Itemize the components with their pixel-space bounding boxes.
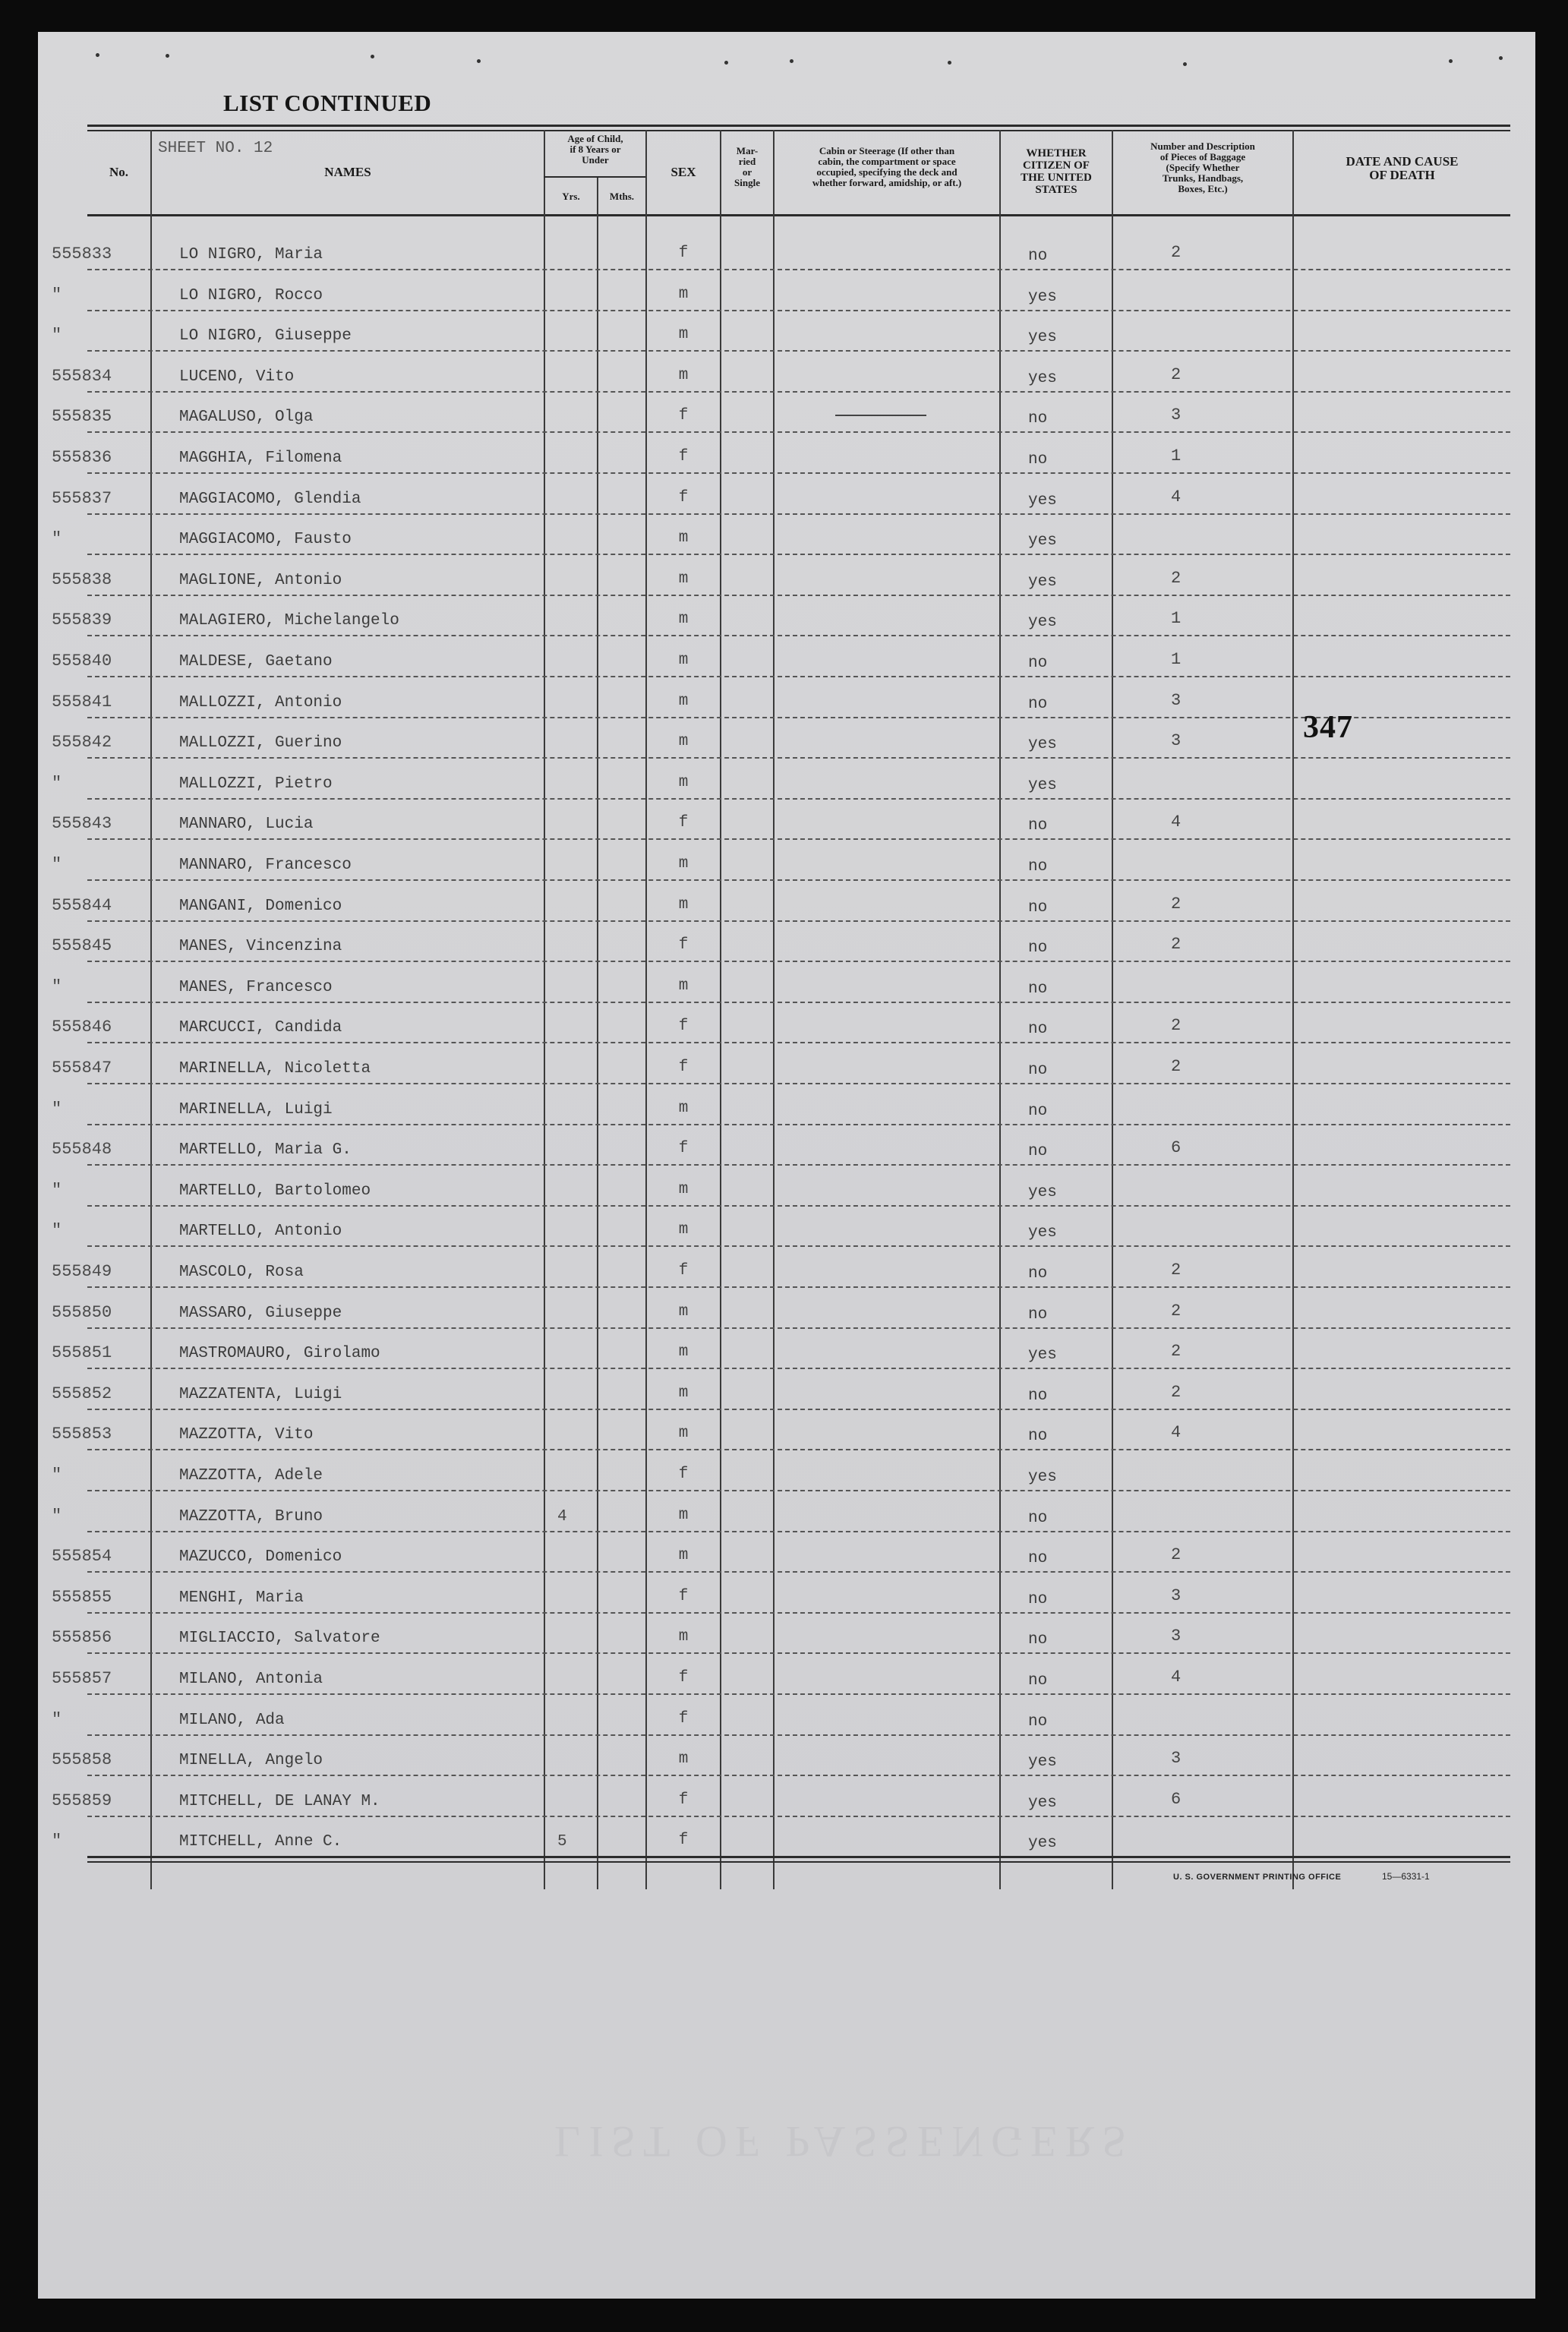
row-rule [87,1449,1510,1450]
col-divider [150,130,152,1889]
passenger-sex: f [678,1466,689,1483]
passenger-name: MAZUCCO, Domenico [179,1548,342,1567]
citizen-status: yes [1028,1835,1057,1853]
row-number: 555846 [52,1018,112,1037]
citizen-status: no [1028,898,1048,917]
header-sex: SEX [670,165,696,179]
header-citizen-line: WHETHER [1026,147,1087,159]
citizen-status: no [1028,980,1048,998]
row-rule [87,920,1510,922]
passenger-sex: m [678,895,689,914]
punch-dot [790,59,793,63]
citizen-status: yes [1028,369,1057,387]
passenger-sex: m [678,1099,689,1117]
row-number: 555848 [52,1140,112,1160]
col-divider [1292,130,1294,1889]
baggage-count: 2 [1171,1342,1182,1362]
header-cabin [775,146,999,188]
row-number: " [52,285,62,305]
citizen-status: no [1028,1305,1048,1324]
citizen-status: no [1028,1021,1048,1039]
passenger-sex: f [678,1709,689,1728]
row-number: " [52,1221,62,1241]
punch-dot [724,61,728,65]
citizen-status: yes [1028,1346,1057,1365]
passenger-sex: m [678,1750,689,1769]
passenger-sex: m [678,326,689,344]
footer-rule [87,1856,1510,1858]
row-number: 555847 [52,1059,112,1078]
row-rule [87,1693,1510,1695]
passenger-name: MAGGIACOMO, Glendia [179,490,361,508]
passenger-name: MALDESE, Gaetano [179,653,333,671]
row-number: " [52,855,62,874]
row-rule [87,513,1510,515]
row-number: 555833 [52,245,112,263]
row-rule [87,1368,1510,1369]
passenger-sex: f [678,1059,689,1076]
header-citizen-line: CITIZEN OF [1023,159,1090,172]
list-title: LIST CONTINUED [223,90,432,116]
row-rule [87,1612,1510,1614]
passenger-name: MASCOLO, Rosa [179,1264,304,1281]
row-rule [87,1734,1510,1736]
citizen-status: no [1028,858,1048,876]
row-rule [87,1083,1510,1084]
citizen-status: yes [1028,1224,1057,1242]
passenger-sex: f [678,1140,689,1158]
passenger-name: MALLOZZI, Guerino [179,734,342,753]
baggage-count: 2 [1171,935,1182,955]
passenger-sex: f [678,814,689,832]
passenger-sex: m [678,1302,689,1321]
passenger-sex: m [678,1180,689,1198]
passenger-name: MASTROMAURO, Girolamo [179,1345,380,1363]
manifest-sheet [38,32,1535,2299]
header-rule-top [87,125,1510,127]
passenger-name: MAGLIONE, Antonio [179,571,342,589]
passenger-sex: f [678,1832,689,1850]
citizen-status: no [1028,1631,1048,1649]
row-number: 555853 [52,1425,112,1444]
passenger-name: MARTELLO, Antonio [179,1223,342,1241]
header-rule-top-2 [87,130,1510,131]
row-rule [87,1490,1510,1491]
row-number: 555845 [52,936,112,956]
row-number: " [52,1832,62,1851]
baggage-count: 2 [1171,364,1182,384]
row-rule [87,1205,1510,1207]
row-rule [87,879,1510,881]
header-cabin-line: Cabin or Steerage (If other than [819,145,955,156]
header-baggage-line: Number and Description [1150,140,1255,152]
citizen-status: no [1028,1590,1048,1608]
passenger-name: LO NIGRO, Maria [179,246,323,263]
row-rule [87,1816,1510,1817]
header-death-line: DATE AND CAUSE [1346,154,1459,169]
citizen-status: no [1028,1509,1048,1527]
sheet-number: SHEET NO. 12 [158,140,273,157]
row-number: 555836 [52,448,112,467]
citizen-status: yes [1028,1183,1057,1201]
passenger-sex: m [678,1628,689,1646]
passenger-sex: m [678,1384,689,1402]
passenger-sex: m [678,773,689,791]
row-rule [87,1286,1510,1288]
header-married [721,146,773,188]
row-number: 555856 [52,1628,112,1648]
header-married-line: Mar- [736,145,759,156]
header-death-line: OF DEATH [1369,168,1435,182]
header-cabin-line: occupied, specifying the deck and [816,166,958,178]
citizen-status: no [1028,410,1048,428]
punch-dot [371,55,374,58]
row-rule [87,717,1510,718]
row-number: " [52,1466,62,1485]
baggage-count: 1 [1171,650,1182,669]
citizen-status: no [1028,1428,1048,1446]
header-citizen [1001,147,1112,196]
passenger-name: LUCENO, Vito [179,368,295,386]
passenger-sex: f [678,488,689,506]
header-age-line: Age of Child, [567,133,623,144]
row-rule [87,595,1510,596]
passenger-name: MANGANI, Domenico [179,897,342,915]
row-number: 555838 [52,570,112,589]
passenger-sex: m [678,652,689,669]
row-rule [87,1652,1510,1654]
citizen-status: no [1028,1102,1048,1120]
row-number: 555841 [52,692,112,712]
row-number: 555859 [52,1791,112,1810]
col-divider [597,176,598,1889]
baggage-count: 4 [1171,1668,1182,1687]
header-names: NAMES [324,165,371,179]
row-rule [87,1531,1510,1532]
row-number: 555857 [52,1669,112,1688]
baggage-count: 6 [1171,1138,1182,1158]
punch-dot [477,59,481,63]
col-divider [720,130,721,1889]
row-number: " [52,326,62,346]
baggage-count: 3 [1171,731,1182,751]
punch-dot [96,53,99,57]
citizen-status: no [1028,248,1048,265]
passenger-name: MARTELLO, Maria G. [179,1141,352,1160]
row-rule [87,310,1510,311]
citizen-status: yes [1028,1794,1057,1812]
passenger-sex: f [678,245,689,262]
passenger-sex: m [678,285,689,303]
passenger-sex: m [678,733,689,751]
row-rule [87,1124,1510,1125]
row-rule [87,1002,1510,1003]
passenger-name: MANNARO, Francesco [179,857,352,874]
row-rule [87,1245,1510,1247]
citizen-status: yes [1028,736,1057,754]
passenger-name: LO NIGRO, Rocco [179,286,323,305]
row-number: " [52,1099,62,1119]
header-cabin-line: cabin, the compartment or space [818,156,956,167]
citizen-status: no [1028,1387,1048,1405]
row-number: 555844 [52,895,112,915]
passenger-sex: f [678,407,689,425]
row-number: 555842 [52,733,112,753]
citizen-status: yes [1028,614,1057,632]
header-cabin-line: whether forward, amidship, or aft.) [812,177,962,188]
row-rule [87,1775,1510,1776]
punch-dot [948,61,951,65]
cabin-mark [835,415,926,416]
citizen-status: no [1028,451,1048,469]
row-number: 555835 [52,407,112,427]
punch-dot [166,54,169,58]
row-rule [87,1327,1510,1329]
header-baggage-line: of Pieces of Baggage [1159,151,1246,163]
punch-dot [1449,59,1453,63]
header-age-line: if 8 Years or [569,144,621,155]
passenger-name: MAGALUSO, Olga [179,409,314,427]
row-rule [87,472,1510,474]
row-rule [87,838,1510,840]
baggage-count: 3 [1171,1627,1182,1646]
row-rule [87,1571,1510,1573]
passenger-name: MILANO, Antonia [179,1671,323,1688]
header-mths: Mths. [609,191,635,202]
passenger-sex: m [678,692,689,710]
passenger-name: MARTELLO, Bartolomeo [179,1182,371,1200]
citizen-status: yes [1028,1469,1057,1486]
baggage-count: 2 [1171,568,1182,588]
child-age-years: 4 [557,1507,567,1526]
row-number: " [52,977,62,996]
passenger-name: MARINELLA, Nicoletta [179,1060,371,1078]
baggage-count: 1 [1171,447,1182,465]
passenger-sex: m [678,855,689,873]
passenger-name: MINELLA, Angelo [179,1752,323,1770]
reverse-bleed-through: LIST OF PASSENGERS [554,2117,1134,2166]
header-married-line: Single [734,177,760,188]
baggage-count: 4 [1171,487,1182,506]
row-rule [87,676,1510,677]
passenger-name: MANNARO, Lucia [179,816,314,834]
row-number: 555851 [52,1343,112,1363]
citizen-status: no [1028,1143,1048,1161]
baggage-count: 1 [1171,609,1182,629]
row-number: 555850 [52,1302,112,1322]
passenger-name: MENGHI, Maria [179,1589,304,1607]
punch-dot [1499,56,1503,60]
citizen-status: yes [1028,491,1057,510]
row-rule [87,635,1510,636]
baggage-count: 2 [1171,1016,1182,1036]
passenger-sex: m [678,611,689,629]
footer-rule-2 [87,1861,1510,1863]
header-baggage [1113,141,1292,194]
header-rule-bottom [87,214,1510,216]
row-number: 555854 [52,1547,112,1567]
passenger-sex: f [678,1669,689,1687]
row-rule [87,391,1510,393]
baggage-count: 3 [1171,1749,1182,1769]
row-number: 555839 [52,611,112,630]
row-number: " [52,1506,62,1526]
passenger-sex: f [678,448,689,465]
citizen-status: yes [1028,1753,1057,1772]
punch-dot [1183,62,1187,66]
row-number: " [52,529,62,549]
header-age-line: Under [582,154,609,166]
header-death [1294,155,1510,182]
col-divider [645,130,647,1889]
passenger-name: MAGGHIA, Filomena [179,450,342,467]
row-rule [87,757,1510,759]
baggage-count: 2 [1171,243,1182,262]
header-baggage-line: (Specify Whether [1166,162,1240,173]
citizen-status: no [1028,817,1048,835]
page-stamp: 347 [1303,710,1353,745]
passenger-name: MARCUCCI, Candida [179,1019,342,1037]
passenger-name: MALLOZZI, Antonio [179,693,342,712]
baggage-count: 3 [1171,1586,1182,1605]
row-number: " [52,773,62,793]
passenger-name: MANES, Vincenzina [179,938,342,956]
row-rule [87,1409,1510,1410]
baggage-count: 2 [1171,1057,1182,1076]
passenger-name: MAZZOTTA, Vito [179,1426,314,1444]
col-divider [1112,130,1113,1889]
header-age [545,134,645,166]
passenger-name: MITCHELL, Anne C. [179,1833,342,1851]
passenger-sex: f [678,936,689,955]
citizen-status: no [1028,1712,1048,1731]
passenger-sex: m [678,1221,689,1239]
baggage-count: 3 [1171,405,1182,425]
passenger-name: MITCHELL, DE LANAY M. [179,1792,380,1810]
passenger-sex: m [678,529,689,547]
passenger-name: MARINELLA, Luigi [179,1100,333,1119]
header-married-line: or [742,166,752,178]
row-number: " [52,1180,62,1200]
passenger-name: MILANO, Ada [179,1711,285,1729]
passenger-name: MALLOZZI, Pietro [179,775,333,793]
col-divider [773,130,775,1889]
printer-imprint: U. S. GOVERNMENT PRINTING OFFICE [1173,1873,1342,1882]
citizen-status: no [1028,655,1048,672]
row-rule [87,798,1510,800]
passenger-name: MASSARO, Giuseppe [179,1304,342,1322]
col-divider [999,130,1001,1889]
citizen-status: no [1028,1672,1048,1690]
row-number: 555834 [52,366,112,386]
col-divider [544,130,545,1889]
row-number: 555843 [52,814,112,834]
passenger-sex: m [678,570,689,588]
citizen-status: no [1028,1265,1048,1283]
passenger-sex: m [678,977,689,995]
passenger-name: MAZZATENTA, Luigi [179,1385,342,1403]
row-number: 555849 [52,1262,112,1281]
row-rule [87,961,1510,962]
header-citizen-line: THE UNITED [1021,172,1092,184]
header-citizen-line: STATES [1035,184,1077,196]
baggage-count: 2 [1171,1301,1182,1321]
passenger-name: MAZZOTTA, Adele [179,1467,323,1485]
row-number: 555858 [52,1750,112,1770]
citizen-status: yes [1028,288,1057,306]
baggage-count: 4 [1171,813,1182,832]
passenger-sex: m [678,1506,689,1524]
row-number: 555852 [52,1384,112,1403]
passenger-sex: f [678,1587,689,1605]
form-number: 15—6331-1 [1382,1871,1430,1882]
baggage-count: 2 [1171,894,1182,914]
row-rule [87,431,1510,433]
header-baggage-line: Boxes, Etc.) [1178,183,1228,194]
header-baggage-line: Trunks, Handbags, [1162,172,1244,184]
age-subheader-rule [544,176,645,178]
row-rule [87,350,1510,352]
baggage-count: 2 [1171,1545,1182,1565]
row-rule [87,1042,1510,1043]
row-rule [87,554,1510,555]
passenger-name: MIGLIACCIO, Salvatore [179,1630,380,1648]
citizen-status: no [1028,695,1048,713]
passenger-sex: f [678,1262,689,1280]
citizen-status: yes [1028,573,1057,591]
citizen-status: yes [1028,532,1057,551]
passenger-sex: m [678,1547,689,1565]
header-no: No. [109,165,129,179]
baggage-count: 3 [1171,690,1182,710]
passenger-sex: f [678,1791,689,1809]
row-number: " [52,1709,62,1729]
passenger-sex: m [678,366,689,384]
child-age-years: 5 [557,1833,567,1851]
passenger-sex: m [678,1425,689,1443]
row-rule [87,269,1510,270]
passenger-name: LO NIGRO, Giuseppe [179,327,352,346]
baggage-count: 4 [1171,1423,1182,1443]
citizen-status: yes [1028,329,1057,347]
header-married-line: ried [738,156,756,167]
passenger-name: MAGGIACOMO, Fausto [179,531,352,549]
passenger-name: MALAGIERO, Michelangelo [179,612,399,630]
header-yrs: Yrs. [562,191,580,202]
passenger-sex: f [678,1018,689,1036]
citizen-status: yes [1028,776,1057,794]
passenger-sex: m [678,1343,689,1362]
citizen-status: no [1028,939,1048,958]
row-number: 555840 [52,652,112,671]
baggage-count: 6 [1171,1789,1182,1809]
baggage-count: 2 [1171,1261,1182,1280]
row-rule [87,1164,1510,1166]
row-number: 555855 [52,1587,112,1607]
passenger-name: MAZZOTTA, Bruno [179,1507,323,1526]
citizen-status: no [1028,1550,1048,1568]
citizen-status: no [1028,1062,1048,1079]
baggage-count: 2 [1171,1382,1182,1402]
passenger-name: MANES, Francesco [179,978,333,996]
row-number: 555837 [52,488,112,508]
